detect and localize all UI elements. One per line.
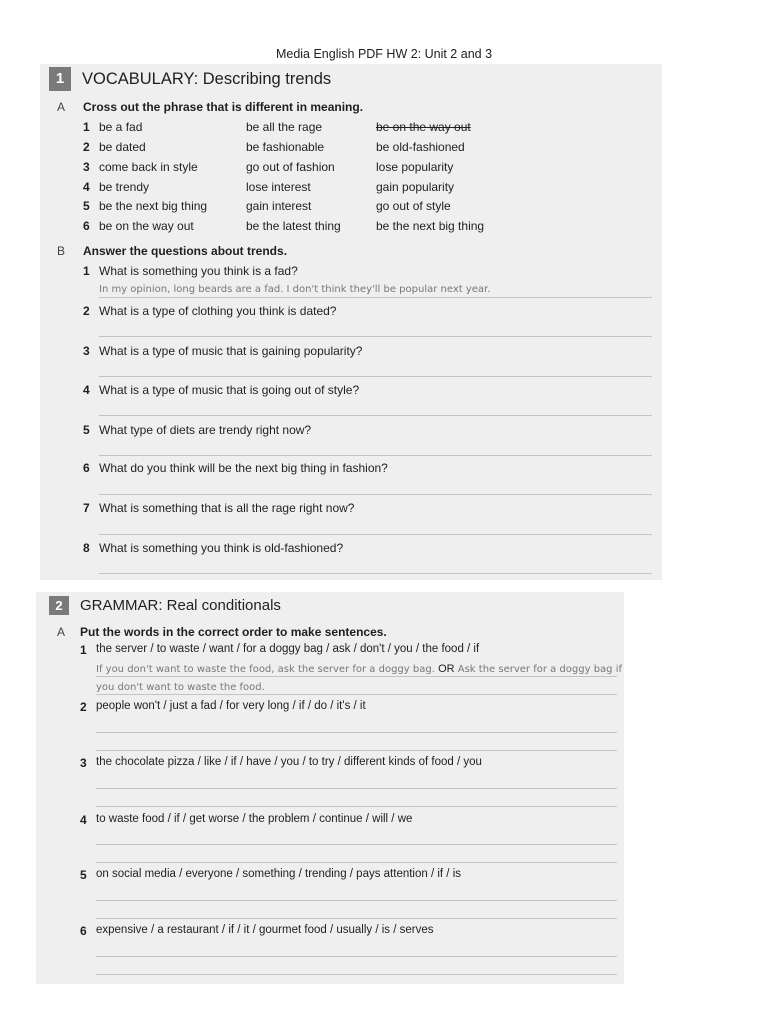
- phrase-option: be on the way out: [99, 219, 194, 233]
- item-number: 3: [80, 756, 87, 770]
- answer-line[interactable]: [99, 415, 652, 416]
- answer-line[interactable]: [99, 297, 652, 298]
- question-number: 5: [83, 423, 90, 437]
- answer-line[interactable]: [96, 974, 617, 975]
- phrase-option: go out of fashion: [246, 160, 335, 174]
- word-prompt: on social media / everyone / something / trending / pays attention / if / is: [96, 868, 462, 880]
- page-title: Media English PDF HW 2: Unit 2 and 3: [275, 47, 493, 61]
- item-number: 5: [80, 868, 87, 882]
- section-title: VOCABULARY: Describing trends: [82, 70, 332, 88]
- section-title: GRAMMAR: Real conditionals: [80, 597, 281, 614]
- answer-line[interactable]: [96, 788, 617, 789]
- part-letter: A: [57, 100, 66, 114]
- question-text: What is something that is all the rage right now?: [99, 501, 355, 515]
- part-instruction: Cross out the phrase that is different in meaning.: [83, 100, 364, 114]
- question-text: What is a type of music that is gaining popularity?: [99, 344, 363, 358]
- answer-line[interactable]: [96, 918, 617, 919]
- phrase-option: be dated: [99, 140, 146, 154]
- item-number: 4: [80, 813, 87, 827]
- answer-line[interactable]: [96, 900, 617, 901]
- answer-line[interactable]: [96, 862, 617, 863]
- answer-line[interactable]: [96, 676, 617, 677]
- answer-line[interactable]: [99, 376, 652, 377]
- answer-line[interactable]: [96, 732, 617, 733]
- question-number: 4: [83, 383, 90, 397]
- question-text: What is something you think is a fad?: [99, 264, 298, 278]
- question-number: 2: [83, 304, 90, 318]
- phrase-option: lose interest: [246, 180, 311, 194]
- phrase-option: be fashionable: [246, 140, 325, 154]
- phrase-option: be trendy: [99, 180, 150, 194]
- row-number: 2: [83, 140, 90, 154]
- answer-line[interactable]: [96, 844, 617, 845]
- question-text: What type of diets are trendy right now?: [99, 423, 312, 437]
- part-instruction: Answer the questions about trends.: [83, 244, 288, 258]
- crossed-out-phrase: be on the way out: [376, 120, 471, 134]
- answer-line[interactable]: [99, 534, 652, 535]
- answer-line[interactable]: [96, 694, 617, 695]
- row-number: 5: [83, 199, 90, 213]
- phrase-option: go out of style: [376, 199, 451, 213]
- word-prompt: to waste food / if / get worse / the problem / continue / will / we: [96, 813, 413, 825]
- question-text: What do you think will be the next big thing in fashion?: [99, 461, 388, 475]
- phrase-option: gain popularity: [376, 180, 455, 194]
- sample-answer: In my opinion, long beards are a fad. I don't think they'll be popular next year.: [99, 284, 491, 295]
- question-text: What is a type of clothing you think is dated?: [99, 304, 337, 318]
- phrase-option: be old-fashioned: [376, 140, 465, 154]
- item-number: 2: [80, 700, 87, 714]
- answer-line[interactable]: [96, 806, 617, 807]
- phrase-option: be all the rage: [246, 120, 323, 134]
- question-number: 1: [83, 264, 90, 278]
- question-number: 7: [83, 501, 90, 515]
- row-number: 6: [83, 219, 90, 233]
- answer-line[interactable]: [96, 956, 617, 957]
- section-number-badge: 2: [49, 596, 69, 615]
- item-number: 1: [80, 643, 87, 657]
- answer-line[interactable]: [99, 455, 652, 456]
- word-prompt: people won't / just a fad / for very long / if / do / it's / it: [96, 700, 366, 712]
- question-text: What is something you think is old-fashioned?: [99, 541, 344, 555]
- item-number: 6: [80, 924, 87, 938]
- phrase-option: come back in style: [99, 160, 198, 174]
- row-number: 3: [83, 160, 90, 174]
- part-instruction: Put the words in the correct order to make sentences.: [80, 625, 387, 639]
- phrase-option: be the next big thing: [99, 199, 208, 213]
- answer-line[interactable]: [99, 494, 652, 495]
- question-number: 8: [83, 541, 90, 555]
- sample-answer-continued: you don't want to waste the food.: [96, 682, 265, 693]
- word-prompt: the server / to waste / want / for a doggy bag / ask / don't / you / the food / if: [96, 643, 480, 655]
- word-prompt: expensive / a restaurant / if / it / gourmet food / usually / is / serves: [96, 924, 434, 936]
- answer-line[interactable]: [99, 573, 652, 574]
- part-letter: B: [57, 244, 66, 258]
- row-number: 4: [83, 180, 90, 194]
- phrase-option: be the next big thing: [376, 219, 485, 233]
- answer-line[interactable]: [99, 336, 652, 337]
- question-text: What is a type of music that is going out of style?: [99, 383, 360, 397]
- sample-answer: If you don't want to waste the food, ask the server for a doggy bag. OR Ask the server for a doggy bag if: [96, 663, 622, 675]
- phrase-option: gain interest: [246, 199, 312, 213]
- section-number-badge: 1: [49, 67, 71, 91]
- answer-line[interactable]: [96, 750, 617, 751]
- row-number: 1: [83, 120, 90, 134]
- phrase-option: be the latest thing: [246, 219, 341, 233]
- question-number: 3: [83, 344, 90, 358]
- part-letter: A: [57, 625, 66, 639]
- word-prompt: the chocolate pizza / like / if / have / you / to try / different kinds of food / you: [96, 756, 482, 768]
- phrase-option: be a fad: [99, 120, 143, 134]
- phrase-option: lose popularity: [376, 160, 454, 174]
- question-number: 6: [83, 461, 90, 475]
